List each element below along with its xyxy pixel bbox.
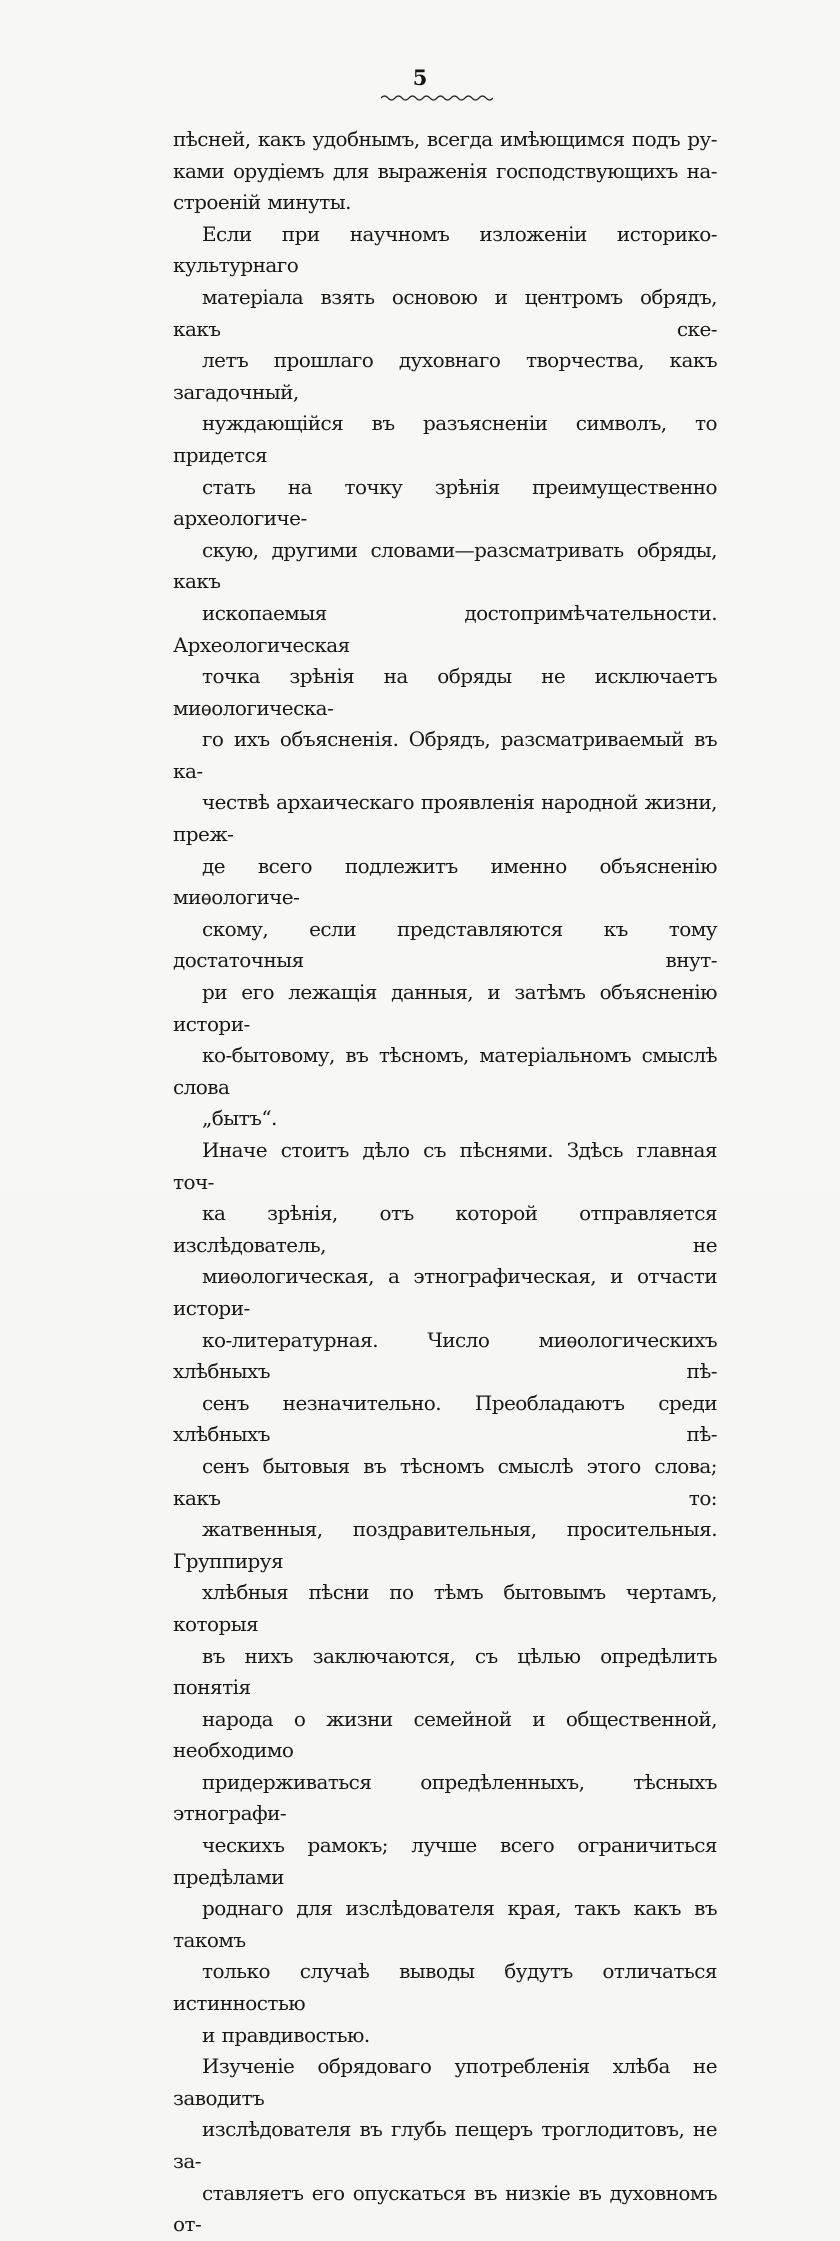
text-line: роднаго для изслѣдователя края, такъ какъ въ такомъ <box>173 1896 717 1952</box>
text-line: Иначе стоитъ дѣло съ пѣснями. Здѣсь главная точ- <box>173 1138 717 1194</box>
text-line: сенъ бытовыя въ тѣсномъ смыслѣ этого слова; какъ то: <box>173 1453 717 1510</box>
text-line: ставляетъ его опускаться въ низкіе въ духовномъ от- <box>173 2180 717 2237</box>
text-line: точка зрѣнія на обряды не исключаетъ миѳологическа- <box>173 664 717 720</box>
wavy-rule-ornament-icon <box>381 93 493 103</box>
text-line: „бытъ“. <box>202 1106 277 1131</box>
page-header <box>0 66 840 90</box>
text-line: чествѣ архаическаго проявленія народной жизни, преж- <box>173 790 717 847</box>
text-line: ко-литературная. Число миѳологическихъ хлѣбныхъ пѣ- <box>173 1327 717 1384</box>
text-line: го ихъ объясненія. Обрядъ, разсматриваемый въ ка- <box>173 727 717 783</box>
text-line: ческихъ рамокъ; лучше всего ограничиться предѣлами <box>173 1833 717 1889</box>
text-line: только случаѣ выводы будутъ отличаться истинностью <box>173 1959 717 2016</box>
text-line: матеріала взять основою и центромъ обрядъ, какъ ске- <box>173 284 717 341</box>
page-number: 5 <box>412 65 428 90</box>
text-line: скому, если представляются къ тому достаточныя внут- <box>173 916 717 973</box>
text-line: жатвенныя, поздравительныя, просительныя. Группируя <box>173 1517 717 1573</box>
text-line: придерживаться опредѣленныхъ, тѣсныхъ этнографи- <box>173 1769 717 1826</box>
paragraph <box>173 124 717 219</box>
text-line: Если при научномъ изложеніи историко-культурнаго <box>173 221 717 278</box>
text-line: де всего подлежитъ именно объясненію миѳологиче- <box>173 853 717 910</box>
text-line: скую, другими словами—разсматривать обряды, какъ <box>173 537 717 594</box>
text-line: ками орудіемъ для выраженія господствующихъ на- <box>173 158 717 183</box>
text-line: ри его лежащія данныя, и затѣмъ объясненію истори- <box>173 980 717 1036</box>
text-line: народа о жизни семейной и общественной, необходимо <box>173 1706 717 1763</box>
paragraph <box>173 2051 717 2241</box>
text-line: сенъ незначительно. Преобладаютъ среди хлѣбныхъ пѣ- <box>173 1390 717 1447</box>
text-line: строеній минуты. <box>173 190 351 215</box>
paragraph <box>173 1135 717 2051</box>
text-line: нуждающійся въ разъясненіи символъ, то придется <box>173 411 717 467</box>
text-line: ископаемыя достопримѣчательности. Археологическая <box>173 600 717 657</box>
text-line: въ нихъ заключаются, съ цѣлью опредѣлить понятія <box>173 1643 717 1700</box>
text-line: летъ прошлаго духовнаго творчества, какъ загадочный, <box>173 348 717 404</box>
text-line: хлѣбныя пѣсни по тѣмъ бытовымъ чертамъ, которыя <box>173 1580 717 1636</box>
text-line: и правдивостью. <box>202 2022 370 2047</box>
ornament-wave <box>381 96 493 100</box>
body-text <box>173 124 717 2241</box>
text-line: миѳологическая, а этнографическая, и отчасти истори- <box>173 1264 717 1320</box>
text-line: стать на точку зрѣнія преимущественно археологиче- <box>173 474 717 531</box>
text-line: пѣсней, какъ удобнымъ, всегда имѣющимся подъ ру- <box>173 127 717 151</box>
text-line: Изученіе обрядоваго употребленія хлѣба не заводитъ <box>173 2054 717 2110</box>
text-line: изслѣдователя въ глубь пещеръ троглодитовъ, не за- <box>173 2117 717 2173</box>
paragraph <box>173 219 717 1135</box>
text-line: ка зрѣнія, отъ которой отправляется изслѣдователь, не <box>173 1201 717 1257</box>
text-line: ко-бытовому, въ тѣсномъ, матеріальномъ смыслѣ слова <box>173 1043 717 1099</box>
